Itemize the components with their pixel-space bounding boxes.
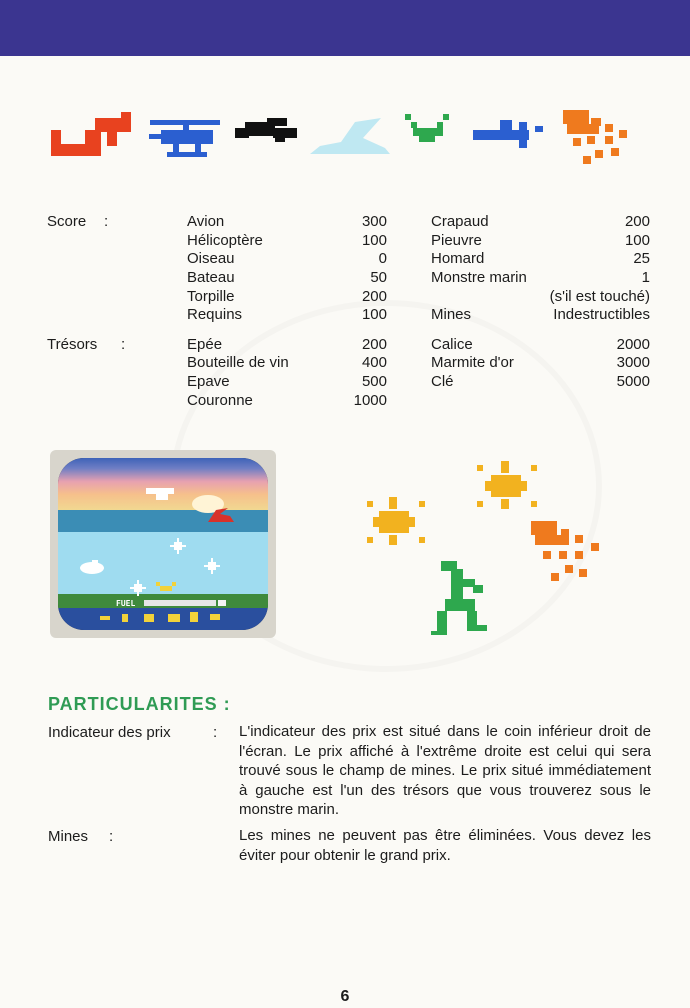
fuel-label: FUEL [116,599,136,608]
score-item-name: Avion [187,213,225,230]
score-item-value: 1 [641,269,650,286]
page-number: 6 [340,988,350,1005]
score-item-note: (s'il est touché) [549,288,650,305]
helicopter-sprite [149,120,220,157]
tresors-label-sep: : [121,336,126,353]
sea-monster-sprite [431,561,487,635]
bird-sprite [235,118,297,142]
tresors-label: Trésors [47,336,98,353]
treasure-name: Clé [431,373,454,390]
score-item-value: 200 [361,288,387,305]
term-sep: : [213,724,218,741]
mine-icon [130,580,146,596]
toad-sprite [405,114,449,142]
definition-mines: Les mines ne peuvent pas être éliminées. Vous devez les éviter pour obtenir le grand prix. [239,827,651,864]
helicopter-sprite [146,488,174,494]
boat-sprite [310,118,390,154]
airplane-sprite [51,112,131,156]
score-item-name: Homard [431,250,485,267]
treasure-name: Marmite d'or [431,354,514,371]
shark-sprite [473,120,543,148]
treasure-value: 400 [361,354,387,371]
score-item-name: Bateau [187,269,235,286]
score-item-value: 0 [378,250,387,267]
section-title: PARTICULARITES : [48,694,231,714]
treasure-value: 3000 [616,354,650,371]
score-item-value: 100 [624,232,650,249]
fuel-gauge-end [218,600,226,606]
treasure-name: Epée [187,336,223,353]
score-item-name: Monstre marin [431,269,527,286]
term-mines: Mines [48,828,89,845]
score-item-name: Hélicoptère [187,232,263,249]
score-item-value: 300 [361,213,387,230]
treasure-value: 500 [361,373,387,390]
treasure-name: Epave [187,373,230,390]
score-label-sep: : [104,213,109,230]
score-item-value: 25 [633,250,650,267]
treasure-value: 5000 [616,373,650,390]
treasure-value: 1000 [353,392,387,409]
term-price-indicator: Indicateur des prix [48,724,171,741]
score-label: Score [47,213,87,230]
treasure-value: 2000 [616,336,650,353]
enemy-sprites-row [45,108,645,168]
toad-sprite [156,582,176,591]
mine-sprite [367,497,425,545]
score-item-value: 100 [361,232,387,249]
octopus-sprite [531,521,599,581]
octopus-sprite [563,110,627,164]
fuel-gauge [144,600,216,606]
creature-sprites [365,455,615,645]
mine-sprite [477,461,537,509]
score-item-name: Requins [187,306,243,323]
score-item-value: Indestructibles [553,306,650,323]
score-item-value: 200 [624,213,650,230]
top-color-band [0,0,690,56]
score-item-name: Mines [431,306,472,323]
treasure-icons [100,612,220,622]
score-item-name: Torpille [187,288,235,305]
score-item-name: Oiseau [187,250,235,267]
score-item-name: Pieuvre [431,232,482,249]
treasure-name: Bouteille de vin [187,354,289,371]
game-screen [58,458,268,630]
treasure-name: Calice [431,336,473,353]
treasure-value: 200 [361,336,387,353]
game-screenshot-frame [50,450,276,638]
score-item-name: Crapaud [431,213,489,230]
mine-icon [204,558,220,574]
score-item-value: 100 [361,306,387,323]
mine-icon [170,538,186,554]
treasure-name: Couronne [187,392,253,409]
term-sep: : [109,828,114,845]
score-item-value: 50 [370,269,387,286]
definition-price-indicator: L'indicateur des prix est situé dans le coin inférieur droit de l'écran. Le prix affiché à l'extrême droite est celui qui sera trouvé sous le champ de mines. Le prix situé immédiatement à gauche est l'un des trésors que vous trouverez sous le monstre marin. [239,723,651,818]
